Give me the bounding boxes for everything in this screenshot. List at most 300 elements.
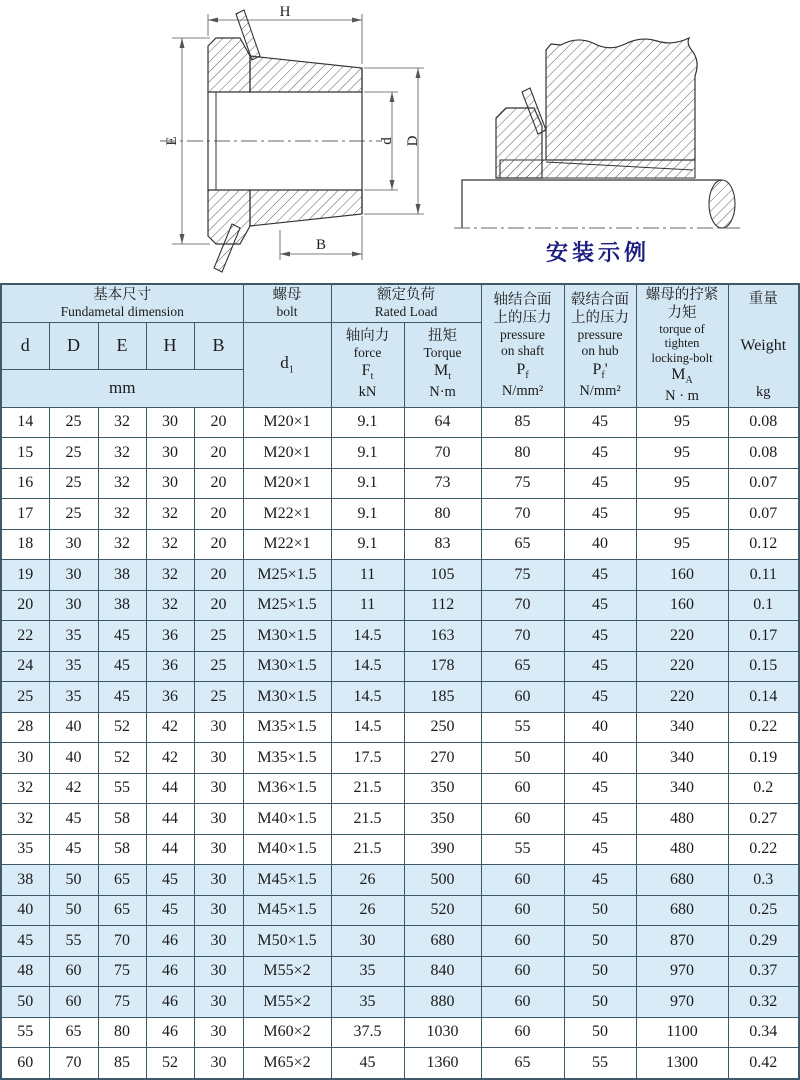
table-cell: 30 xyxy=(194,834,243,865)
table-cell: 20 xyxy=(1,590,49,621)
header-weight: 重量 Weight kg xyxy=(728,284,799,407)
dim-label-e: E xyxy=(164,136,180,146)
table-cell: 18 xyxy=(1,529,49,560)
table-cell: 40 xyxy=(564,529,636,560)
table-cell: 37.5 xyxy=(331,1017,404,1048)
table-cell: 30 xyxy=(146,468,194,499)
table-cell: 350 xyxy=(404,773,481,804)
table-cell: 25 xyxy=(49,438,98,469)
table-cell: 45 xyxy=(98,621,146,652)
table-cell: 30 xyxy=(194,926,243,957)
table-cell: 20 xyxy=(194,468,243,499)
table-cell: 45 xyxy=(564,804,636,835)
table-cell: 75 xyxy=(98,956,146,987)
table-cell: 45 xyxy=(1,926,49,957)
table-cell: 25 xyxy=(49,468,98,499)
table-cell: 60 xyxy=(1,1048,49,1079)
table-cell: 42 xyxy=(146,712,194,743)
table-cell: 220 xyxy=(636,682,728,713)
header-basic-dimension: 基本尺寸 Fundametal dimension xyxy=(1,284,243,322)
table-cell: M35×1.5 xyxy=(243,712,331,743)
table-cell: 95 xyxy=(636,407,728,438)
table-cell: 45 xyxy=(98,682,146,713)
table-cell: 30 xyxy=(49,560,98,591)
table-cell: 112 xyxy=(404,590,481,621)
header-tighten-torque: 螺母的拧紧 力矩 torque of tighten locking-bolt $M_A$ N · m xyxy=(636,284,728,407)
table-cell: 30 xyxy=(194,1017,243,1048)
table-cell: 1100 xyxy=(636,1017,728,1048)
table-cell: M55×2 xyxy=(243,956,331,987)
table-cell: 80 xyxy=(404,499,481,530)
table-row xyxy=(1,468,799,499)
table-cell: 46 xyxy=(146,987,194,1018)
table-row xyxy=(1,407,799,438)
table-cell: M22×1 xyxy=(243,529,331,560)
table-cell: 40 xyxy=(49,743,98,774)
table-cell: 60 xyxy=(481,804,564,835)
table-cell: 45 xyxy=(49,834,98,865)
table-cell: 40 xyxy=(564,743,636,774)
table-cell: 0.29 xyxy=(728,926,799,957)
table-cell: 20 xyxy=(194,438,243,469)
dim-label-h: H xyxy=(279,4,291,20)
table-cell: 65 xyxy=(98,895,146,926)
table-cell: 32 xyxy=(1,804,49,835)
table-row xyxy=(1,560,799,591)
table-cell: 0.08 xyxy=(728,407,799,438)
table-cell: 50 xyxy=(564,1017,636,1048)
table-cell: 17.5 xyxy=(331,743,404,774)
table-cell: 42 xyxy=(146,743,194,774)
table-row xyxy=(1,651,799,682)
header-symbol-B: B xyxy=(194,322,243,369)
table-cell: 75 xyxy=(481,468,564,499)
table-cell: 75 xyxy=(481,560,564,591)
section-view-drawing xyxy=(150,2,460,280)
table-cell: 65 xyxy=(98,865,146,896)
table-cell: 58 xyxy=(98,804,146,835)
table-cell: 95 xyxy=(636,468,728,499)
table-cell: 64 xyxy=(404,407,481,438)
table-cell: 0.17 xyxy=(728,621,799,652)
table-row xyxy=(1,499,799,530)
table-row xyxy=(1,773,799,804)
table-cell: 32 xyxy=(98,499,146,530)
table-cell: M30×1.5 xyxy=(243,621,331,652)
table-cell: 60 xyxy=(49,987,98,1018)
table-cell: 840 xyxy=(404,956,481,987)
table-row xyxy=(1,1017,799,1048)
table-cell: 30 xyxy=(194,956,243,987)
table-cell: 38 xyxy=(98,560,146,591)
table-cell: 26 xyxy=(331,895,404,926)
table-cell: 160 xyxy=(636,560,728,591)
table-cell: 14.5 xyxy=(331,712,404,743)
table-cell: 30 xyxy=(146,407,194,438)
table-cell: 55 xyxy=(1,1017,49,1048)
table-cell: 30 xyxy=(194,712,243,743)
dim-label-d: d xyxy=(379,137,395,145)
table-cell: 970 xyxy=(636,987,728,1018)
table-cell: 45 xyxy=(146,895,194,926)
table-cell: M50×1.5 xyxy=(243,926,331,957)
table-cell: 85 xyxy=(98,1048,146,1079)
table-cell: 50 xyxy=(564,987,636,1018)
dim-label-b: B xyxy=(315,237,327,253)
table-cell: 32 xyxy=(98,529,146,560)
table-cell: 36 xyxy=(146,682,194,713)
table-cell: 44 xyxy=(146,834,194,865)
table-cell: 0.12 xyxy=(728,529,799,560)
table-cell: 40 xyxy=(564,712,636,743)
table-cell: 105 xyxy=(404,560,481,591)
table-cell: 178 xyxy=(404,651,481,682)
table-cell: 58 xyxy=(98,834,146,865)
table-cell: 45 xyxy=(564,590,636,621)
table-cell: 60 xyxy=(49,956,98,987)
table-cell: 11 xyxy=(331,590,404,621)
table-row xyxy=(1,987,799,1018)
table-cell: 60 xyxy=(481,987,564,1018)
table-cell: 25 xyxy=(194,651,243,682)
table-row xyxy=(1,712,799,743)
table-header xyxy=(1,284,799,407)
table-cell: 14 xyxy=(1,407,49,438)
table-cell: M20×1 xyxy=(243,438,331,469)
table-cell: 30 xyxy=(331,926,404,957)
table-cell: M25×1.5 xyxy=(243,560,331,591)
table-cell: M45×1.5 xyxy=(243,895,331,926)
table-cell: 45 xyxy=(564,682,636,713)
table-cell: 32 xyxy=(98,407,146,438)
table-cell: 0.19 xyxy=(728,743,799,774)
table-cell: 680 xyxy=(636,895,728,926)
table-cell: 46 xyxy=(146,1017,194,1048)
table-cell: 32 xyxy=(146,529,194,560)
table-cell: 20 xyxy=(194,407,243,438)
table-cell: 0.37 xyxy=(728,956,799,987)
table-cell: M45×1.5 xyxy=(243,865,331,896)
table-cell: 30 xyxy=(1,743,49,774)
table-cell: 0.14 xyxy=(728,682,799,713)
table-cell: M30×1.5 xyxy=(243,682,331,713)
table-cell: 45 xyxy=(564,407,636,438)
table-cell: 14.5 xyxy=(331,682,404,713)
table-cell: 14.5 xyxy=(331,621,404,652)
table-cell: 163 xyxy=(404,621,481,652)
table-cell: 55 xyxy=(98,773,146,804)
table-cell: 45 xyxy=(49,804,98,835)
table-cell: 38 xyxy=(98,590,146,621)
table-row xyxy=(1,682,799,713)
table-cell: 55 xyxy=(49,926,98,957)
table-cell: 20 xyxy=(194,560,243,591)
table-cell: 680 xyxy=(636,865,728,896)
table-cell: 250 xyxy=(404,712,481,743)
table-row xyxy=(1,621,799,652)
table-cell: 0.27 xyxy=(728,804,799,835)
table-cell: 65 xyxy=(481,1048,564,1079)
table-row xyxy=(1,529,799,560)
table-cell: 55 xyxy=(481,834,564,865)
table-cell: 1030 xyxy=(404,1017,481,1048)
table-cell: 35 xyxy=(1,834,49,865)
table-cell: 390 xyxy=(404,834,481,865)
table-cell: 20 xyxy=(194,499,243,530)
table-cell: 520 xyxy=(404,895,481,926)
table-cell: 50 xyxy=(1,987,49,1018)
table-cell: 44 xyxy=(146,804,194,835)
table-cell: 24 xyxy=(1,651,49,682)
table-row xyxy=(1,956,799,987)
header-unit-mm: mm xyxy=(1,369,243,407)
table-cell: 44 xyxy=(146,773,194,804)
table-cell: 0.42 xyxy=(728,1048,799,1079)
table-cell: 500 xyxy=(404,865,481,896)
table-cell: 0.25 xyxy=(728,895,799,926)
table-cell: 83 xyxy=(404,529,481,560)
table-cell: 65 xyxy=(481,651,564,682)
table-cell: 15 xyxy=(1,438,49,469)
table-cell: 50 xyxy=(564,926,636,957)
table-cell: 30 xyxy=(194,895,243,926)
header-pressure-on-shaft: 轴结合面 上的压力 pressure on shaft $P_f$ N/mm² xyxy=(481,284,564,407)
table-cell: 0.3 xyxy=(728,865,799,896)
table-cell: 38 xyxy=(1,865,49,896)
table-cell: 19 xyxy=(1,560,49,591)
table-cell: 32 xyxy=(146,560,194,591)
table-cell: 30 xyxy=(49,529,98,560)
dim-label-dd: D xyxy=(405,135,421,147)
table-cell: 30 xyxy=(194,987,243,1018)
table-cell: 45 xyxy=(564,834,636,865)
table-cell: 85 xyxy=(481,407,564,438)
table-cell: 95 xyxy=(636,438,728,469)
table-cell: M35×1.5 xyxy=(243,743,331,774)
table-cell: 35 xyxy=(49,651,98,682)
table-cell: 45 xyxy=(564,621,636,652)
table-cell: 70 xyxy=(49,1048,98,1079)
table-cell: M36×1.5 xyxy=(243,773,331,804)
table-cell: 70 xyxy=(404,438,481,469)
table-cell: 0.22 xyxy=(728,834,799,865)
table-cell: 185 xyxy=(404,682,481,713)
table-cell: 50 xyxy=(564,956,636,987)
table-cell: 160 xyxy=(636,590,728,621)
table-cell: M55×2 xyxy=(243,987,331,1018)
table-cell: 46 xyxy=(146,926,194,957)
table-cell: 45 xyxy=(331,1048,404,1079)
table-cell: 14.5 xyxy=(331,651,404,682)
table-cell: M20×1 xyxy=(243,468,331,499)
table-row xyxy=(1,926,799,957)
table-cell: 95 xyxy=(636,529,728,560)
table-cell: 870 xyxy=(636,926,728,957)
table-row xyxy=(1,743,799,774)
table-cell: 340 xyxy=(636,712,728,743)
table-row xyxy=(1,438,799,469)
table-cell: 52 xyxy=(146,1048,194,1079)
table-cell: 30 xyxy=(194,743,243,774)
table-cell: 73 xyxy=(404,468,481,499)
table-cell: M65×2 xyxy=(243,1048,331,1079)
table-cell: 48 xyxy=(1,956,49,987)
table-cell: 350 xyxy=(404,804,481,835)
table-cell: 60 xyxy=(481,926,564,957)
table-row xyxy=(1,804,799,835)
table-cell: 21.5 xyxy=(331,804,404,835)
table-cell: 32 xyxy=(98,468,146,499)
table-cell: 16 xyxy=(1,468,49,499)
table-cell: 60 xyxy=(481,865,564,896)
table-cell: 65 xyxy=(49,1017,98,1048)
table-cell: M20×1 xyxy=(243,407,331,438)
table-cell: 70 xyxy=(481,621,564,652)
header-symbol-D: D xyxy=(49,322,98,369)
table-cell: 1360 xyxy=(404,1048,481,1079)
table-cell: 70 xyxy=(98,926,146,957)
table-cell: 220 xyxy=(636,621,728,652)
table-cell: 22 xyxy=(1,621,49,652)
table-cell: 45 xyxy=(564,773,636,804)
table-cell: 45 xyxy=(564,499,636,530)
table-cell: 0.07 xyxy=(728,468,799,499)
table-cell: 25 xyxy=(49,407,98,438)
table-cell: 52 xyxy=(98,712,146,743)
table-cell: 45 xyxy=(564,560,636,591)
table-cell: M30×1.5 xyxy=(243,651,331,682)
table-cell: 0.15 xyxy=(728,651,799,682)
table-cell: 80 xyxy=(98,1017,146,1048)
table-cell: 0.34 xyxy=(728,1017,799,1048)
table-cell: 17 xyxy=(1,499,49,530)
table-cell: 11 xyxy=(331,560,404,591)
table-cell: 60 xyxy=(481,1017,564,1048)
table-cell: 1300 xyxy=(636,1048,728,1079)
table-cell: 30 xyxy=(194,804,243,835)
table-cell: 0.32 xyxy=(728,987,799,1018)
table-cell: 28 xyxy=(1,712,49,743)
table-cell: 0.2 xyxy=(728,773,799,804)
table-cell: 35 xyxy=(49,682,98,713)
table-cell: 70 xyxy=(481,590,564,621)
table-cell: 70 xyxy=(481,499,564,530)
table-cell: 9.1 xyxy=(331,529,404,560)
table-cell: 340 xyxy=(636,773,728,804)
installation-example-drawing xyxy=(448,18,748,268)
table-cell: 55 xyxy=(481,712,564,743)
table-cell: 20 xyxy=(194,529,243,560)
table-cell: 21.5 xyxy=(331,834,404,865)
table-cell: 65 xyxy=(481,529,564,560)
table-cell: 45 xyxy=(564,468,636,499)
table-cell: 9.1 xyxy=(331,468,404,499)
table-cell: 50 xyxy=(481,743,564,774)
table-row xyxy=(1,590,799,621)
table-cell: 270 xyxy=(404,743,481,774)
drawings-area xyxy=(0,0,800,283)
table-cell: 9.1 xyxy=(331,407,404,438)
header-symbol-E: E xyxy=(98,322,146,369)
table-cell: 45 xyxy=(564,651,636,682)
table-cell: 25 xyxy=(194,621,243,652)
header-torque: 扭矩 Torque $M_t$ N·m xyxy=(404,322,481,407)
table-cell: 30 xyxy=(194,865,243,896)
table-cell: 32 xyxy=(1,773,49,804)
table-row xyxy=(1,895,799,926)
header-axial-force: 轴向力 force $F_t$ kN xyxy=(331,322,404,407)
table-cell: 25 xyxy=(194,682,243,713)
table-cell: 42 xyxy=(49,773,98,804)
table-cell: 21.5 xyxy=(331,773,404,804)
table-cell: M40×1.5 xyxy=(243,834,331,865)
table-cell: 9.1 xyxy=(331,499,404,530)
table-row xyxy=(1,1048,799,1079)
table-cell: 50 xyxy=(49,895,98,926)
table-cell: M22×1 xyxy=(243,499,331,530)
table-cell: 36 xyxy=(146,651,194,682)
table-cell: 35 xyxy=(331,956,404,987)
table-cell: M25×1.5 xyxy=(243,590,331,621)
table-cell: 26 xyxy=(331,865,404,896)
table-cell: 80 xyxy=(481,438,564,469)
table-cell: 45 xyxy=(146,865,194,896)
table-cell: 45 xyxy=(98,651,146,682)
table-cell: 0.11 xyxy=(728,560,799,591)
header-symbol-H: H xyxy=(146,322,194,369)
table-cell: 40 xyxy=(1,895,49,926)
table-row xyxy=(1,865,799,896)
table-body xyxy=(1,407,799,1079)
table-cell: 880 xyxy=(404,987,481,1018)
installation-caption: 安装示例 xyxy=(545,240,650,265)
table-cell: 0.22 xyxy=(728,712,799,743)
table-cell: 60 xyxy=(481,682,564,713)
table-cell: 32 xyxy=(98,438,146,469)
table-cell: 680 xyxy=(404,926,481,957)
table-cell: 55 xyxy=(564,1048,636,1079)
header-rated-load: 额定负荷 Rated Load xyxy=(331,284,481,322)
table-cell: 480 xyxy=(636,804,728,835)
table-cell: 40 xyxy=(49,712,98,743)
header-bolt-size: $d_1$ xyxy=(243,322,331,407)
table-cell: 480 xyxy=(636,834,728,865)
table-cell: 30 xyxy=(194,1048,243,1079)
table-cell: 20 xyxy=(194,590,243,621)
header-bolt: 螺母 bolt xyxy=(243,284,331,322)
table-cell: 50 xyxy=(49,865,98,896)
table-cell: M40×1.5 xyxy=(243,804,331,835)
table-cell: 340 xyxy=(636,743,728,774)
table-cell: 95 xyxy=(636,499,728,530)
table-cell: 35 xyxy=(49,621,98,652)
table-cell: 45 xyxy=(564,438,636,469)
table-row xyxy=(1,834,799,865)
table-cell: 9.1 xyxy=(331,438,404,469)
table-cell: 30 xyxy=(194,773,243,804)
table-cell: 25 xyxy=(49,499,98,530)
header-pressure-on-hub: 毂结合面 上的压力 pressure on hub $P_f'$ N/mm² xyxy=(564,284,636,407)
table-cell: M60×2 xyxy=(243,1017,331,1048)
table-cell: 35 xyxy=(331,987,404,1018)
table-cell: 30 xyxy=(49,590,98,621)
table-cell: 46 xyxy=(146,956,194,987)
table-cell: 0.1 xyxy=(728,590,799,621)
table-cell: 30 xyxy=(146,438,194,469)
table-cell: 75 xyxy=(98,987,146,1018)
table-cell: 0.07 xyxy=(728,499,799,530)
header-symbol-d: d xyxy=(1,322,49,369)
